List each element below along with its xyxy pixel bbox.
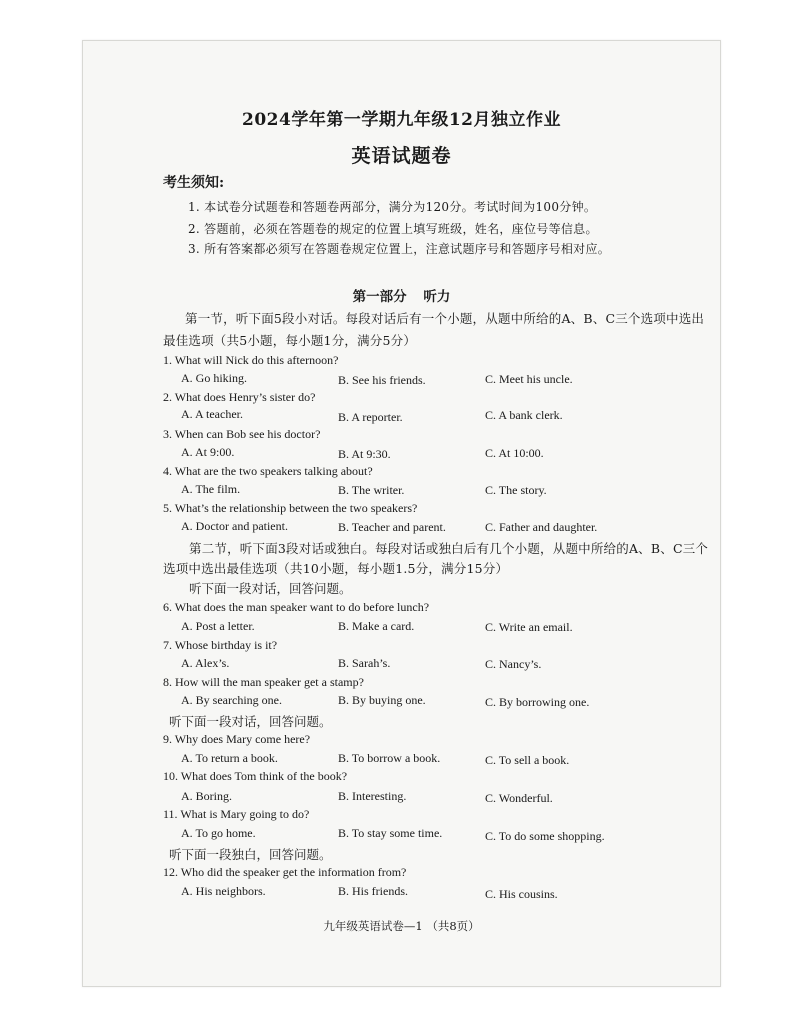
option-a: A. Doctor and patient. [181,519,288,533]
dialogue-intro: 听下面一段对话，回答问题。 [169,714,332,729]
option-b: B. A reporter. [338,410,403,424]
option-b: B. At 9:30. [338,447,391,461]
question-1: 1. What will Nick do this afternoon? [163,353,339,367]
question-12: 12. Who did the speaker get the information from? [163,865,407,879]
monologue-intro: 听下面一段独白，回答问题。 [169,847,332,862]
section2-instructions: 第二节，听下面3段对话或独白。每段对话或独白后有几个小题，从题中所给的A、B、C三个 [189,541,709,556]
question-7: 7. Whose birthday is it? [163,638,278,652]
option-a: A. By searching one. [181,693,282,707]
option-c: C. Wonderful. [485,791,553,805]
question-3: 3. When can Bob see his doctor? [163,427,321,441]
question-9: 9. Why does Mary come here? [163,732,311,746]
option-a: A. Go hiking. [181,371,247,385]
option-b: B. Teacher and parent. [338,520,446,534]
option-a: A. The film. [181,482,241,496]
part-title: 第一部分 听力 [352,289,451,305]
question-2: 2. What does Henry’s sister do? [163,390,316,404]
page-footer: 九年级英语试卷—1 （共8页） [323,919,480,933]
question-10: 10. What does Tom think of the book? [163,769,348,783]
option-b: B. The writer. [338,483,405,497]
option-a: A. Post a letter. [181,619,255,633]
option-c: C. To sell a book. [485,753,570,767]
option-b: B. To borrow a book. [338,751,441,765]
question-11: 11. What is Mary going to do? [163,807,310,821]
option-b: B. Sarah’s. [338,656,391,670]
exam-page [82,40,721,987]
exam-subtitle: 英语试题卷 [351,145,452,167]
exam-title: 2024学年第一学期九年级12月独立作业 [242,110,561,130]
option-c: C. By borrowing one. [485,695,590,709]
option-b: B. Make a card. [338,619,415,633]
option-b: B. To stay some time. [338,826,443,840]
option-a: A. To return a book. [181,751,278,765]
option-b: B. By buying one. [338,693,426,707]
option-c: C. Nancy’s. [485,657,542,671]
section1-instructions: 第一节，听下面5段小对话。每段对话后有一个小题，从题中所给的A、B、C三个选项中选出 [185,311,705,326]
option-c: C. Write an email. [485,620,573,634]
option-c: C. The story. [485,483,547,497]
notice-item: 3. 所有答案都必须写在答题卷规定位置上，注意试题序号和答题序号相对应。 [188,242,611,256]
option-b: B. His friends. [338,884,408,898]
question-8: 8. How will the man speaker get a stamp? [163,675,364,689]
option-a: A. A teacher. [181,407,243,421]
option-c: C. To do some shopping. [485,829,605,843]
option-b: B. Interesting. [338,789,407,803]
section1-instructions-cont: 最佳选项（共5小题，每小题1分，满分5分） [163,333,417,348]
option-a: A. To go home. [181,826,256,840]
section2-instructions-cont: 选项中选出最佳选项（共10小题，每小题1.5分，满分15分） [163,561,509,576]
notice-item: 2. 答题前，必须在答题卷的规定的位置上填写班级，姓名，座位号等信息。 [188,222,598,236]
question-6: 6. What does the man speaker want to do before lunch? [163,600,430,614]
option-a: A. At 9:00. [181,445,235,459]
option-c: C. Father and daughter. [485,520,598,534]
option-c: C. Meet his uncle. [485,372,573,386]
option-a: A. Boring. [181,789,232,803]
option-a: A. His neighbors. [181,884,266,898]
dialogue-intro: 听下面一段对话，回答问题。 [189,581,352,596]
question-4: 4. What are the two speakers talking about? [163,464,373,478]
option-b: B. See his friends. [338,373,426,387]
question-5: 5. What’s the relationship between the two speakers? [163,501,418,515]
option-c: C. His cousins. [485,887,558,901]
option-c: C. A bank clerk. [485,408,563,422]
notice-item: 1. 本试卷分试题卷和答题卷两部分，满分为120分。考试时间为100分钟。 [188,200,597,214]
notice-heading: 考生须知: [163,175,225,191]
option-a: A. Alex’s. [181,656,230,670]
option-c: C. At 10:00. [485,446,544,460]
